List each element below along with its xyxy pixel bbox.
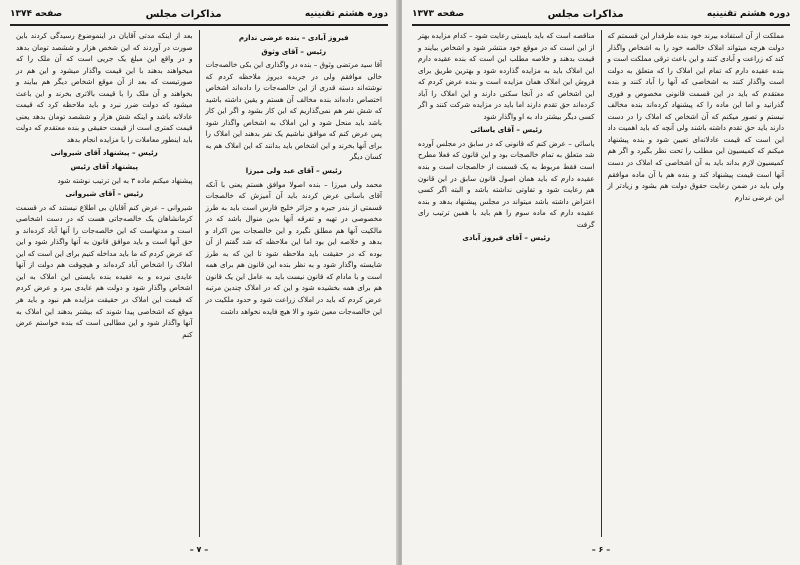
left-page-right-column [200, 30, 389, 537]
paragraph: پیشنهاد میکنم ماده ۳ به این ترتیب نوشته شود [57, 175, 193, 185]
speaker-heading: رئیس – آقای یاسائی [470, 125, 543, 135]
right-page-left-column [412, 30, 601, 537]
paragraph: شیروانی – عرض کنم آقایان بی اطلاع نیستند که در قسمت کرمانشاهان یک خالصه‌جاتی هست که در دست اشخاصی است و مدتهاست که این خالصه‌جات را آنها آباد کرده‌اند و حق آنها است و باید موافق قانون به آنها واگذار شود و این که عرض کردم که ما باید مداخله کنیم برای این است که این املاک را اشخاص آباد کرده‌اند و هیچوقت هم دولت از آنها عایدی نبرده و به عقیده بنده بایستی این املاک به این اشخاص واگذار شود و دولت هم عایدی ببرد و عرض کردم که قیمت این املاک در حقیقت مزایده هم نبود و باید هر موقع که اشخاصی پیدا شوند که بیشتر بدهند این املاک به آنها واگذار شود و این مطالبی است که بنده خواستم عرض کنم [16, 202, 193, 339]
paragraph: بعد از اینکه مدتی آقایان در اینموضوع رسیدگی کردند باین صورت در آوردند که این شخص هزار و ششصد تومان بدهد و در واقع این مبلغ یک جریی است که آن ملک را که میخواهند بدهند با این قیمت واگذار میشود و این هم در صورتیست که بعد از آن موقع اشخاص دیگر هم بیایند و بخواهند و آن ملک را با قیمت بالاتری بخرند و این باعث میشود که دولت ضرر نبرد و باید ملاحظه کرد که قیمت عادلانه باشد و اینکه شش هزار و ششصد تومان بدهد یعنی قیمت کمتری است از قیمت حقیقی و بنده معتقدم که دولت باید اینطور معاملات را با مزایده انجام بدهد [16, 31, 193, 144]
paragraph: محمد ولی میرزا – بنده اصولا موافق هستم یعنی با آنکه آقای باسانی عرض کردند باید آن آمیزش که خالصجات قسمتی از بندر جیره و جزائر خلیج فارس است باید به طرز مخصوصی در تهیه و تفرقه آنها بدین منوال باشد که در مالکیت آنها هم مطلق نگیرد و این خالصجات بین اکراد و بدهد و خلاصه این بود اما این ملاحظه که شد گفتم از آن بوده که در حقیقت باید ملاحظه شود تا این که به طرز شایسته واگذار شود و به نظر بنده این قانون هم برای همه است و با مادام که قانون نیست باید به عامل این یک قانون هم برای همه بخشیده شود و این که در املاک چندین مرتبه عرض کردم که باید در املاک زراعت شود و حدود ملکیت در این خالصه‌جات معین شود و الا هیچ فایده نخواهد داشت [205, 179, 382, 316]
right-page [402, 0, 800, 565]
right-header-center: مذاکرات مجلس [547, 8, 624, 20]
paragraph: مناقصه است که باید بایستی رعایت شود – کدام مزایده بهتر از این است که در موقع خود منتشر شود و اشخاص بیایند و قیمت بدهند و خلاصه مطلب این است که بنده عقیده دارم این املاک باید به مزایده گذارده شود و بهترین طریق برای فروش این املاک همان مزایده است و بنده عرض کردم که این اشخاص که در آنجا سکنی دارند و این املاک را آباد کرده‌اند حق تقدم دارند اما باید در مزایده شرکت کنند و اگر کسی دیگر بیشتر داد به او واگذار شود [418, 31, 595, 121]
speaker-heading: فیروز آبادی – بنده عرضی ندارم [238, 33, 349, 42]
left-page-columns [10, 30, 388, 537]
left-page-left-column [10, 30, 199, 537]
paragraph: آقا سید مرتضی وثوق – بنده در واگذاری این بکی خالصه‌جات خالی موافقم ولی در جریده دیروز ملاحظه کردم که نوشته‌اند دسته قدری از این خالصه‌جات را داده‌اند اشخاص اختصاص داده‌اند بنده مخالف آن هستم و یقین داشته باشید که شش نفر هم نمی‌گذاریم که این کار بشود و اگر این کار باشد باید منحل شود و این املاک به اشخاص واگذار شود پس عرض کنم که موافق نباشیم یک نفر بدهند این املاک را برای آنها بخرند و این اشخاص باید بدانند که این املاک هم به کسان دیگر [205, 60, 382, 162]
right-page-header [412, 6, 790, 26]
right-page-columns [412, 30, 790, 537]
paragraph: یاسائی – عرض کنم که قانونی که در سابق در مجلس آورده شد متعلق به تمام خالصجات بود و این قانون که فعلا مطرح است فقط مربوط به یک قسمت از خالصجات است و بنده عقیده دارم که باید همان اصول قانون سابق در این قانون هم رعایت شود و تفاوتی نداشته باشد و البته اگر کسی اعتراض داشته باشد میتواند در مجلس پیشنهاد بدهد و بنده عقیده دارم که ماده سوم را هم باید با همین ترتیب رای گرفت [418, 138, 595, 229]
speaker-heading: رئیس – آقای وثوق [261, 46, 327, 56]
left-header-center: مذاکرات مجلس [145, 8, 222, 20]
paragraph: مملکت از آن استفاده بیرند خود بنده طرفدار این قسمتم که دولت هرچه میتواند املاک خالصه خود را به اشخاص واگذار کند که زراعت و آبادی کنند و این باعث ترقی مملکت است و بنده عقیده دارم که تمام این املاک را که متعلق به دولت است واگذار کنند به اشخاصی که آنها را آباد کنند و بنده معتقدم که باید در این قسمت قانونی مخصوص و فوری گذرانید و اما این ماده را که پیشنهاد کرده‌اند بنده مخالف نیستم و تصور میکنم که آن اشخاص که املاک را در دست دارند باید حق تقدم داشته باشند ولی آنچه که باید اهمیت داد این است که قیمت عادلانه‌ای تعیین شود و بنده پیشنهاد میکنم که کمیسیون این مطلب را تحت نظر بگیرد و اگر هم کمیسیون لازم بداند باید به آن اشخاصی که املاک در دست آنها است قیمت پیشنهاد کند و بنده هم با آن ماده موافقم ولی باید در ضمن رعایت حقوق دولت هم بشود و زیادتر از این عرضی ندارم [607, 31, 784, 202]
right-header-right: دوره هشتم تقنینیه [706, 9, 790, 19]
right-page-right-column [602, 30, 791, 537]
left-page-header [10, 6, 388, 26]
left-header-right: دوره هشتم تقنینیه [304, 9, 388, 19]
speaker-heading: رئیس – آقای شیروانی [65, 189, 144, 199]
left-page [0, 0, 398, 565]
speaker-heading: پیشنهاد آقای رئیس [70, 162, 138, 172]
speaker-heading: رئیس – آقای عبد ولی میرزا [245, 166, 342, 176]
speaker-heading: رئیس – آقای فیروز آبادی [462, 233, 551, 243]
right-page-number: – ۶ – [591, 545, 611, 554]
left-header-left: صفحه ۱۳۷۴ [10, 9, 63, 19]
speaker-heading: رئیس – پیشنهاد آقای شیروانی [50, 148, 158, 158]
right-header-left: صفحه ۱۳۷۳ [412, 9, 465, 19]
left-page-number: – ۷ – [189, 545, 209, 554]
